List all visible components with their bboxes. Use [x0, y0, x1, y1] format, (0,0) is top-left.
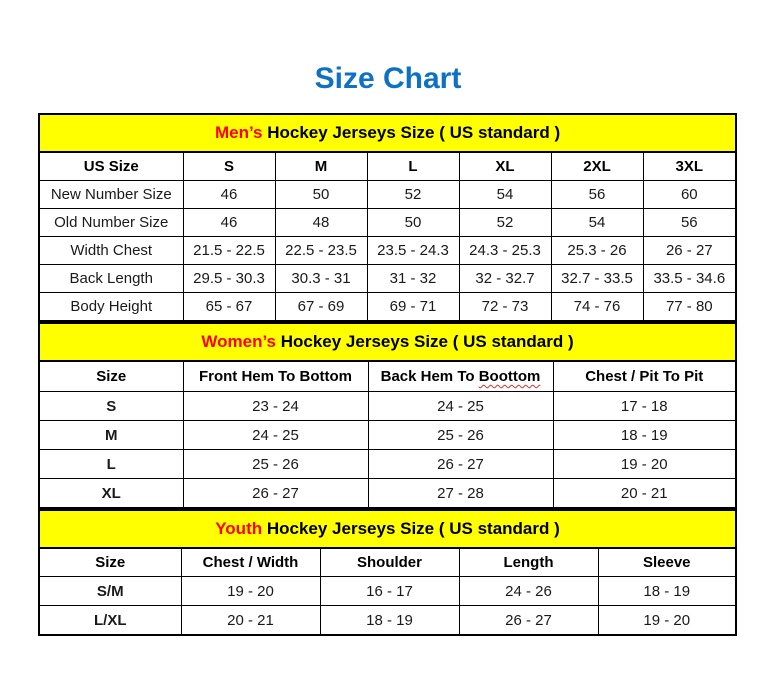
mens-col-us-size: US Size	[39, 152, 183, 181]
cell: 22.5 - 23.5	[275, 237, 367, 265]
back-hem-prefix: Back Hem To	[380, 368, 475, 385]
mens-col-xl: XL	[459, 152, 551, 181]
mens-col-m: M	[275, 152, 367, 181]
row-label: S	[39, 392, 183, 421]
cell: 32 - 32.7	[459, 265, 551, 293]
cell: 69 - 71	[367, 293, 459, 322]
table-row	[39, 181, 736, 209]
mens-banner-row	[39, 114, 736, 152]
youth-banner-row	[39, 510, 736, 548]
womens-size-table	[38, 322, 737, 509]
youth-col-length: Length	[459, 548, 598, 577]
cell: 31 - 32	[367, 265, 459, 293]
row-label: M	[39, 421, 183, 450]
cell: 50	[275, 181, 367, 209]
cell: 72 - 73	[459, 293, 551, 322]
cell: 24 - 25	[183, 421, 368, 450]
cell: 60	[643, 181, 736, 209]
cell: 67 - 69	[275, 293, 367, 322]
cell: 19 - 20	[598, 606, 736, 636]
table-row	[39, 450, 736, 479]
cell: 24.3 - 25.3	[459, 237, 551, 265]
womens-col-back-hem	[368, 361, 553, 392]
cell: 18 - 19	[553, 421, 736, 450]
cell: 24 - 25	[368, 392, 553, 421]
mens-size-table	[38, 113, 737, 322]
youth-col-size: Size	[39, 548, 181, 577]
cell: 18 - 19	[598, 577, 736, 606]
table-row	[39, 479, 736, 509]
cell: 27 - 28	[368, 479, 553, 509]
youth-col-chest-width: Chest / Width	[181, 548, 320, 577]
table-row	[39, 577, 736, 606]
cell: 33.5 - 34.6	[643, 265, 736, 293]
cell: 16 - 17	[320, 577, 459, 606]
cell: 29.5 - 30.3	[183, 265, 275, 293]
row-label: S/M	[39, 577, 181, 606]
table-row	[39, 293, 736, 322]
youth-col-shoulder: Shoulder	[320, 548, 459, 577]
cell: 54	[551, 209, 643, 237]
table-row	[39, 265, 736, 293]
cell: 54	[459, 181, 551, 209]
mens-banner-rest: Hockey Jerseys Size ( US standard )	[262, 123, 561, 142]
mens-banner-highlight: Men’s	[214, 123, 263, 142]
mens-col-l: L	[367, 152, 459, 181]
row-label: L/XL	[39, 606, 181, 636]
row-label: L	[39, 450, 183, 479]
mens-col-3xl: 3XL	[643, 152, 736, 181]
table-row	[39, 392, 736, 421]
cell: 50	[367, 209, 459, 237]
cell: 74 - 76	[551, 293, 643, 322]
mens-header-row	[39, 152, 736, 181]
womens-banner-highlight: Women’s	[201, 332, 276, 351]
row-label: Old Number Size	[39, 209, 183, 237]
page-title: Size Chart	[314, 62, 462, 95]
youth-size-table	[38, 509, 737, 636]
mens-banner	[39, 114, 736, 152]
cell: 23 - 24	[183, 392, 368, 421]
cell: 25.3 - 26	[551, 237, 643, 265]
row-label: XL	[39, 479, 183, 509]
cell: 25 - 26	[368, 421, 553, 450]
cell: 56	[643, 209, 736, 237]
womens-col-size: Size	[39, 361, 183, 392]
cell: 17 - 18	[553, 392, 736, 421]
cell: 18 - 19	[320, 606, 459, 636]
womens-col-chest: Chest / Pit To Pit	[553, 361, 736, 392]
cell: 46	[183, 181, 275, 209]
womens-banner	[39, 323, 736, 361]
cell: 20 - 21	[553, 479, 736, 509]
row-label: Width Chest	[39, 237, 183, 265]
cell: 56	[551, 181, 643, 209]
table-row	[39, 209, 736, 237]
youth-banner-rest: Hockey Jerseys Size ( US standard )	[262, 519, 560, 538]
womens-col-front-hem: Front Hem To Bottom	[183, 361, 368, 392]
youth-banner	[39, 510, 736, 548]
cell: 48	[275, 209, 367, 237]
row-label: New Number Size	[39, 181, 183, 209]
youth-header-row	[39, 548, 736, 577]
cell: 77 - 80	[643, 293, 736, 322]
cell: 46	[183, 209, 275, 237]
cell: 26 - 27	[643, 237, 736, 265]
row-label: Back Length	[39, 265, 183, 293]
cell: 32.7 - 33.5	[551, 265, 643, 293]
cell: 25 - 26	[183, 450, 368, 479]
cell: 26 - 27	[183, 479, 368, 509]
cell: 19 - 20	[553, 450, 736, 479]
cell: 19 - 20	[181, 577, 320, 606]
cell: 24 - 26	[459, 577, 598, 606]
womens-banner-rest: Hockey Jerseys Size ( US standard )	[276, 332, 574, 351]
youth-col-sleeve: Sleeve	[598, 548, 736, 577]
mens-col-2xl: 2XL	[551, 152, 643, 181]
cell: 21.5 - 22.5	[183, 237, 275, 265]
womens-banner-row	[39, 323, 736, 361]
cell: 26 - 27	[368, 450, 553, 479]
table-row	[39, 606, 736, 636]
cell: 30.3 - 31	[275, 265, 367, 293]
cell: 26 - 27	[459, 606, 598, 636]
table-row	[39, 237, 736, 265]
back-hem-misspelled-word: Boottom	[478, 368, 541, 385]
youth-banner-highlight: Youth	[215, 519, 263, 538]
table-row	[39, 421, 736, 450]
cell: 52	[367, 181, 459, 209]
cell: 65 - 67	[183, 293, 275, 322]
mens-col-s: S	[183, 152, 275, 181]
cell: 20 - 21	[181, 606, 320, 636]
cell: 52	[459, 209, 551, 237]
row-label: Body Height	[39, 293, 183, 322]
cell: 23.5 - 24.3	[367, 237, 459, 265]
womens-header-row	[39, 361, 736, 392]
